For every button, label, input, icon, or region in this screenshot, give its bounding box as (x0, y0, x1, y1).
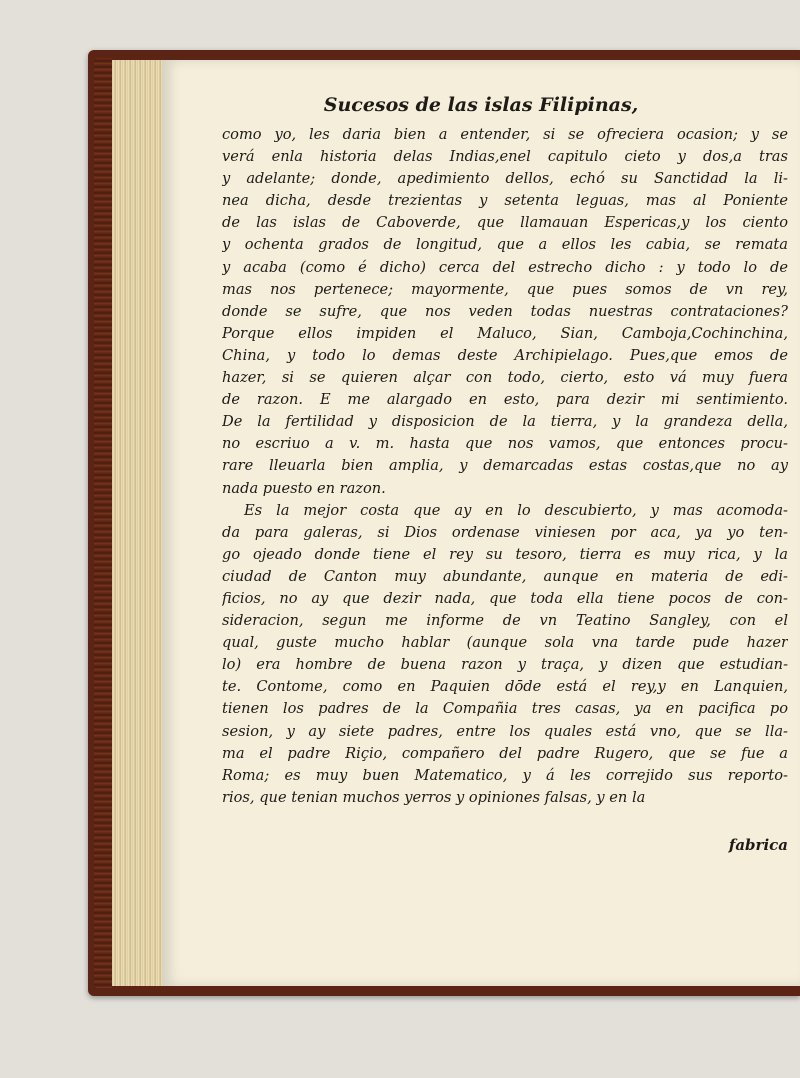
text-line: no escriuo a v. m. hasta que nos vamos, que entonces procu- (222, 435, 788, 453)
body-text (222, 124, 788, 809)
text-line: hazer, si se quieren alçar con todo, cierto, esto vá muy fuera (222, 369, 788, 387)
text-line: y acaba (como é dicho) cerca del estrecho dicho : y todo lo de (222, 258, 788, 276)
text-line: nada puesto en razon. (222, 479, 386, 497)
running-head: Sucesos de las islas Filipinas, (323, 94, 639, 116)
text-line: y ochenta grados de longitud, que a ellos les cabia, se remata (222, 236, 788, 254)
page-edges (112, 60, 165, 986)
text-line: y adelante; donde, apedimiento dellos, echó su Sanctidad la li- (222, 170, 788, 188)
text-line: go ojeado donde tiene el rey su tesoro, tierra es muy rica, y la (222, 545, 788, 563)
text-line: nea dicha, desde trezientas y setenta leguas, mas al Poniente (222, 192, 788, 210)
catchword: fabrica (728, 836, 788, 854)
text-line: qual, guste mucho hablar (aunque sola vna tarde pude hazer (222, 634, 788, 652)
text-line: de razon. E me alargado en esto, para dezir mi sentimiento. (222, 391, 788, 409)
text-line: tienen los padres de la Compañia tres casas, ya en pacifica po (222, 700, 788, 718)
text-line: como yo, les daria bien a entender, si se ofreciera ocasion; y se (222, 126, 788, 143)
text-line: ma el padre Riçio, compañero del padre Rugero, que se fue a (222, 744, 788, 762)
text-line: lo) era hombre de buena razon y traça, y dizen que estudian- (222, 656, 788, 674)
text-line: mas nos pertenece; mayormente, que pues somos de vn rey, (222, 280, 788, 298)
text-line: verá enla historia delas Indias,enel capitulo cieto y dos,a tras (222, 148, 788, 166)
text-line: rios, que tenian muchos yerros y opiniones falsas, y en la (222, 788, 646, 806)
text-line: Porque ellos impiden el Maluco, Sian, Camboja,Cochinchina, (222, 324, 788, 342)
text-line: ciudad de Canton muy abundante, aunque en materia de edi- (222, 567, 788, 585)
text-line: ficios, no ay que dezir nada, que toda ella tiene pocos de con- (222, 589, 788, 607)
book-page (162, 60, 800, 986)
text-line: donde se sufre, que nos veden todas nuestras contrataciones? (222, 302, 788, 320)
text-line: de las islas de Caboverde, que llamauan Espericas,y los ciento (222, 214, 788, 232)
text-line: rare lleuarla bien amplia, y demarcadas estas costas,que no ay (222, 457, 788, 475)
text-line: Es la mejor costa que ay en lo descubierto, y mas acomoda- (244, 501, 788, 519)
text-line: te. Contome, como en Paquien dōde está el rey,y en Lanquien, (222, 678, 788, 696)
text-line: sesion, y ay siete padres, entre los quales está vno, que se lla- (222, 722, 788, 740)
text-line: De la fertilidad y disposicion de la tierra, y la grandeza della, (222, 413, 788, 431)
text-line: Roma; es muy buen Matematico, y á les correjido sus reporto- (222, 766, 788, 784)
text-line: China, y todo lo demas deste Archipielago. Pues,que emos de (222, 346, 788, 364)
text-line: da para galeras, si Dios ordenase viniesen por aca, ya yo ten- (222, 523, 788, 541)
text-line: sideracion, segun me informe de vn Teatino Sangley, con el (222, 612, 788, 630)
